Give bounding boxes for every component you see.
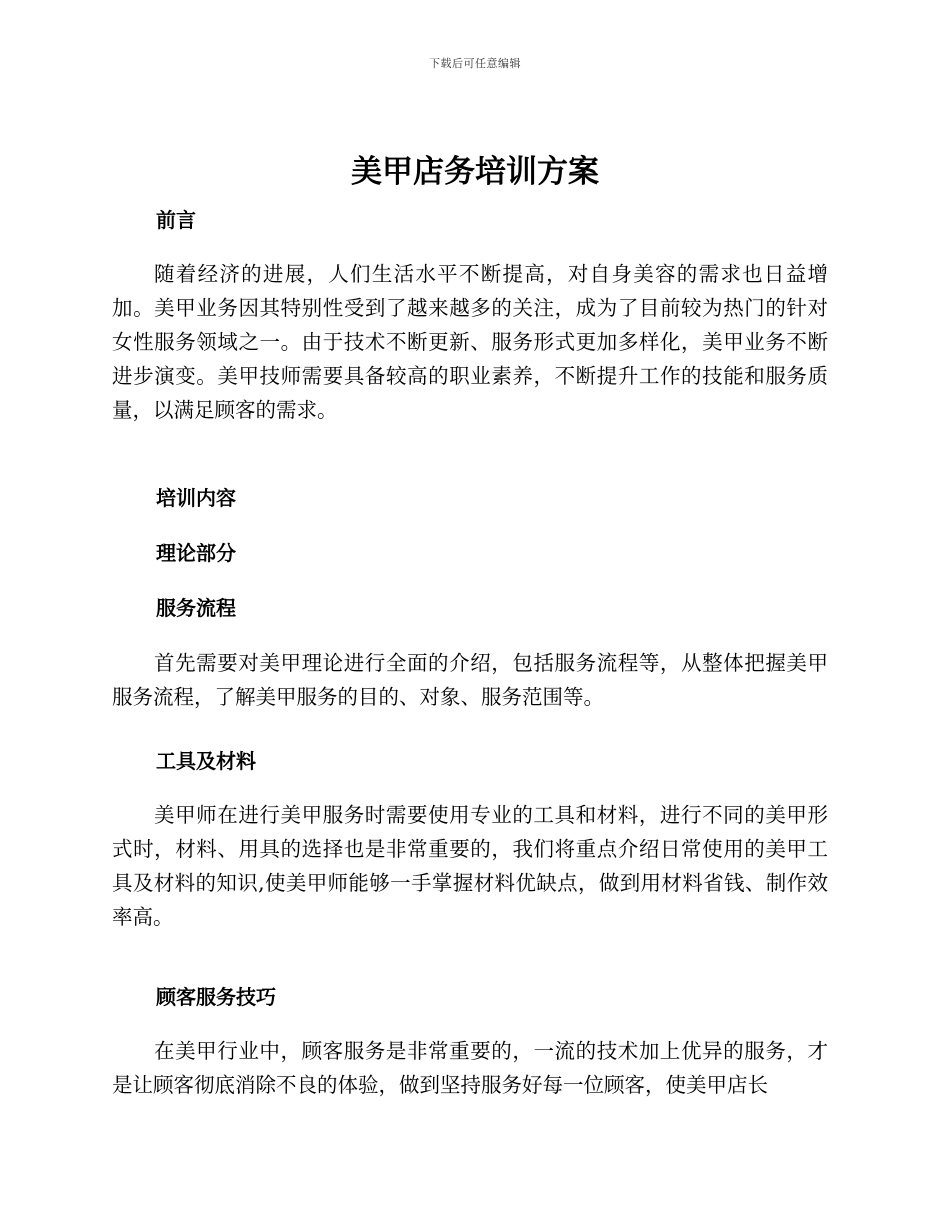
paragraph-preface: 随着经济的进展，人们生活水平不断提高，对自身美容的需求也日益增加。美甲业务因其特别性受到了越来越多的关注，成为了目前较为热门的针对女性服务领域之一。由于技术不断更新、服务形式更加多样化，美甲业务不断进步演变。美甲技师需要具备较高的职业素养，不断提升工作的技能和服务质量，以满足顾客的需求。 [112, 262, 828, 422]
heading-tools-materials: 工具及材料 [156, 749, 256, 773]
heading-preface: 前言 [156, 208, 196, 232]
paragraph-service-process: 首先需要对美甲理论进行全面的介绍，包括服务流程等，从整体把握美甲服务流程，了解美甲服务的目的、对象、服务范围等。 [112, 651, 828, 709]
heading-customer-service: 顾客服务技巧 [156, 985, 276, 1009]
header-note: 下载后可任意编辑 [429, 57, 521, 70]
paragraph-customer-service: 在美甲行业中，顾客服务是非常重要的，一流的技术加上优异的服务，才是让顾客彻底消除不良的体验，做到坚持服务好每一位顾客，使美甲店长 [112, 1039, 828, 1097]
heading-service-process: 服务流程 [156, 596, 236, 620]
document-title: 美甲店务培训方案 [351, 154, 599, 190]
heading-theory: 理论部分 [156, 541, 236, 565]
paragraph-tools-materials: 美甲师在进行美甲服务时需要使用专业的工具和材料，进行不同的美甲形式时，材料、用具的选择也是非常重要的，我们将重点介绍日常使用的美甲工具及材料的知识,使美甲师能够一手掌握材料优缺点，做到用材料省钱、制作效率高。 [112, 803, 828, 929]
heading-training-content: 培训内容 [156, 486, 236, 510]
